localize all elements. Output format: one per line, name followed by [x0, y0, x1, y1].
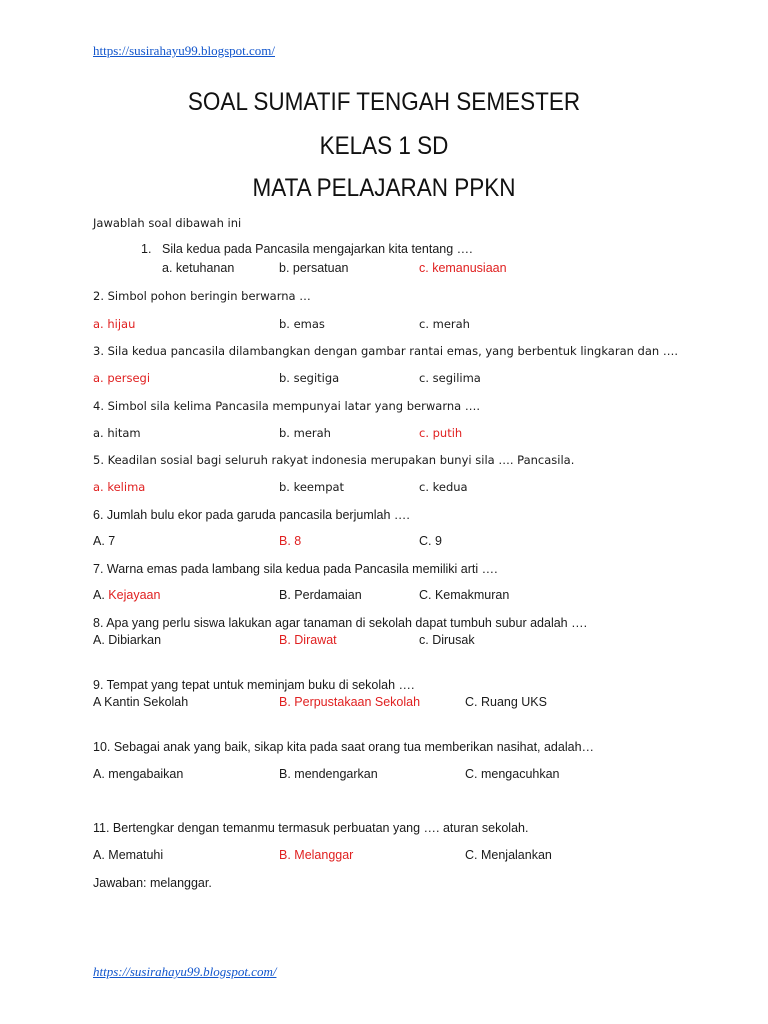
q11-option-c: C. Menjalankan: [465, 848, 552, 862]
q7-option-b: B. Perdamaian: [279, 588, 362, 602]
q5-option-c: c. kedua: [419, 480, 468, 494]
title-line-1: SOAL SUMATIF TENGAH SEMESTER: [187, 88, 581, 116]
q1-number: 1.: [141, 242, 152, 256]
q7-question: 7. Warna emas pada lambang sila kedua pada Pancasila memiliki arti ….: [93, 562, 498, 576]
q2-option-a-answer: a. hijau: [93, 317, 136, 331]
q7-option-a-answer: Kejayaan: [108, 588, 161, 602]
q8-option-b-answer: B. Dirawat: [279, 633, 337, 647]
q2-option-c: c. merah: [419, 317, 470, 331]
q10-question: 10. Sebagai anak yang baik, sikap kita pada saat orang tua memberikan nasihat, adalah…: [93, 740, 595, 754]
q9-option-b-answer: B. Perpustakaan Sekolah: [279, 695, 421, 709]
q7-option-c: C. Kemakmuran: [419, 588, 510, 602]
title-line-2: KELAS 1 SD: [319, 132, 449, 160]
q9-option-c: C. Ruang UKS: [465, 695, 547, 709]
q8-option-a: A. Dibiarkan: [93, 633, 162, 647]
footer-link[interactable]: https://susirahayu99.blogspot.com/: [93, 964, 277, 979]
title-line-3: MATA PELAJARAN PPKN: [252, 174, 516, 202]
q7-option-a: [93, 588, 160, 602]
q4-option-b: b. merah: [279, 426, 331, 440]
answer-note: Jawaban: melanggar.: [93, 876, 212, 890]
q5-option-a-answer: a. kelima: [93, 480, 146, 494]
q3-question: 3. Sila kedua pancasila dilambangkan dengan gambar rantai emas, yang berbentuk lingkaran dan ….: [93, 344, 679, 358]
q8-option-c: c. Dirusak: [419, 633, 475, 647]
q10-option-a: A. mengabaikan: [93, 767, 184, 781]
q8-question: 8. Apa yang perlu siswa lakukan agar tanaman di sekolah dapat tumbuh subur adalah ….: [93, 616, 588, 630]
q10-option-c: C. mengacuhkan: [465, 767, 560, 781]
q4-question: 4. Simbol sila kelima Pancasila mempunyai latar yang berwarna ….: [93, 399, 480, 413]
q3-option-a-answer: a. persegi: [93, 371, 151, 385]
q5-question: 5. Keadilan sosial bagi seluruh rakyat indonesia merupakan bunyi sila …. Pancasila.: [93, 453, 575, 467]
q6-option-c: C. 9: [419, 534, 442, 548]
q4-option-c-answer: c. putih: [419, 426, 463, 440]
q6-option-a: A. 7: [93, 534, 116, 548]
q2-option-b: b. emas: [279, 317, 325, 331]
q6-option-b-answer: B. 8: [279, 534, 302, 548]
q4-option-a: a. hitam: [93, 426, 141, 440]
q7-option-a-prefix: A.: [93, 588, 105, 602]
q10-option-b: B. mendengarkan: [279, 767, 378, 781]
q6-question: 6. Jumlah bulu ekor pada garuda pancasila berjumlah ….: [93, 508, 410, 522]
q1-option-a: a. ketuhanan: [162, 261, 235, 275]
q5-option-b: b. keempat: [279, 480, 345, 494]
q1-question: Sila kedua pada Pancasila mengajarkan kita tentang ….: [162, 242, 473, 256]
q1-option-b: b. persatuan: [279, 261, 349, 275]
q1-option-c-answer: c. kemanusiaan: [419, 261, 507, 275]
q3-option-b: b. segitiga: [279, 371, 340, 385]
q2-question: 2. Simbol pohon beringin berwarna …: [93, 289, 311, 303]
header-link[interactable]: https://susirahayu99.blogspot.com/: [93, 43, 275, 58]
instruction: Jawablah soal dibawah ini: [93, 216, 242, 230]
q9-option-a: A Kantin Sekolah: [93, 695, 189, 709]
q11-option-a: A. Mematuhi: [93, 848, 164, 862]
q11-question: 11. Bertengkar dengan temanmu termasuk perbuatan yang …. aturan sekolah.: [93, 821, 529, 835]
q3-option-c: c. segilima: [419, 371, 481, 385]
q9-question: 9. Tempat yang tepat untuk meminjam buku di sekolah ….: [93, 678, 415, 692]
q11-option-b-answer: B. Melanggar: [279, 848, 354, 862]
